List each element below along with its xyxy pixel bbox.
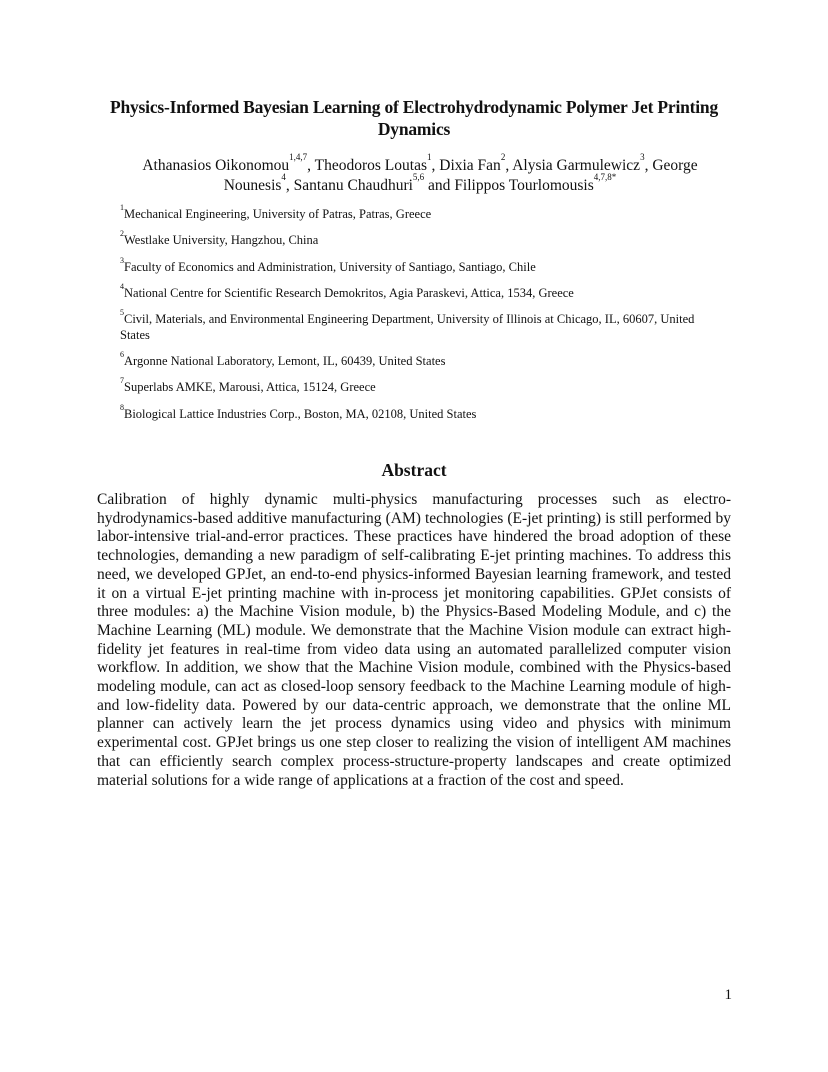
title-line-1: Physics-Informed Bayesian Learning of Electrohydrodynamic Polymer Jet Printing (109, 97, 719, 117)
affiliation-item (120, 229, 720, 248)
affiliation-text: Faculty of Economics and Administration, University of Santiago, Santiago, Chile (124, 260, 536, 274)
affiliation-text: Argonne National Laboratory, Lemont, IL, 60439, United States (124, 354, 446, 368)
page-number: 1 (724, 987, 732, 1003)
author-name: Alysia Garmulewicz (512, 157, 641, 174)
affiliation-item (120, 308, 720, 343)
author-separator: , (431, 157, 440, 174)
paper-title (90, 96, 738, 140)
affiliation-item (120, 203, 720, 222)
affiliation-item (120, 350, 720, 369)
author-separator: , (505, 157, 513, 174)
affiliation-number: 2 (120, 229, 124, 238)
affiliation-number: 8 (120, 403, 124, 412)
author-separator: , (644, 157, 653, 174)
affiliation-text: Mechanical Engineering, University of Patras, Patras, Greece (124, 207, 432, 221)
affiliation-number: 3 (120, 256, 124, 265)
affiliation-item (120, 282, 720, 301)
affiliation-number: 6 (120, 350, 124, 359)
author-affiliation-marker: 2 (500, 152, 506, 162)
author-affiliation-marker: 4,7,8* (593, 172, 617, 182)
author-affiliation-marker: 1 (427, 152, 432, 162)
affiliation-text: National Centre for Scientific Research Demokritos, Agia Paraskevi, Attica, 1534, Greece (124, 286, 574, 300)
affiliation-text: Superlabs AMKE, Marousi, Attica, 15124, Greece (124, 380, 376, 394)
author-name: Dixia Fan (439, 157, 501, 174)
affiliation-number: 4 (120, 282, 124, 291)
affiliation-item (120, 376, 720, 395)
affiliation-text: Civil, Materials, and Environmental Engineering Department, University of Illinois at Chicago, IL, 60607, United States (120, 312, 695, 342)
affiliation-item (120, 256, 720, 275)
affiliation-number: 7 (120, 376, 124, 385)
author-separator: , (307, 157, 315, 174)
author-list (110, 152, 730, 196)
abstract-heading: Abstract (381, 460, 447, 480)
author-affiliation-marker: 5,6 (412, 172, 425, 182)
author-name: Santanu Chaudhuri (293, 177, 413, 194)
author-affiliation-marker: 3 (640, 152, 645, 162)
affiliation-text: Biological Lattice Industries Corp., Boston, MA, 02108, United States (124, 407, 477, 421)
author-name: George Nounesis (223, 157, 698, 194)
author-separator: , (285, 177, 294, 194)
abstract-body: Calibration of highly dynamic multi-physics manufacturing processes such as electro-hydrodynamics-based additive manufacturing (AM) technologies (E-jet printing) is still performed by labor-intensive trial-and-error practices. These practices have hindered the broad adoption of these technologies, demanding a new paradigm of self-calibrating E-jet printing machines. To address this need, we developed GPJet, an end-to-end physics-informed Bayesian learning framework, and tested it on a virtual E-jet printing machine with in-process jet monitoring capabilities. GPJet consists of three modules: a) the Machine Vision module, b) the Physics-Based Modeling Module, and c) the Machine Learning (ML) module. We demonstrate that the Machine Vision module can extract high-fidelity jet features in real-time from video data using an automated parallelized computer vision workflow. In addition, we show that the Machine Vision module, combined with the Physics-based modeling module, can act as closed-loop sensory feedback to the Machine Learning module of high- and low-fidelity data. Powered by our data-centric approach, we demonstrate that the online ML planner can actively learn the jet process dynamics using video and physics with minimum experimental cost. GPJet brings us one step closer to realizing the vision of intelligent AM machines that can efficiently search complex process-structure-property landscapes and create optimized material solutions for a wide range of applications at a fraction of the cost and speed. (97, 491, 731, 789)
affiliation-number: 1 (120, 203, 124, 212)
affiliation-number: 5 (120, 308, 124, 317)
author-affiliation-marker: 1,4,7 (289, 152, 308, 162)
affiliation-text: Westlake University, Hangzhou, China (124, 233, 319, 247)
author-name: Athanasios Oikonomou (142, 157, 290, 174)
author-name: Filippos Tourlomousis (454, 177, 594, 194)
author-name: Theodoros Loutas (314, 157, 427, 174)
author-affiliation-marker: 4 (281, 172, 286, 182)
author-separator: and (424, 177, 455, 194)
title-line-2: Dynamics (377, 119, 451, 139)
affiliation-item (120, 403, 720, 422)
